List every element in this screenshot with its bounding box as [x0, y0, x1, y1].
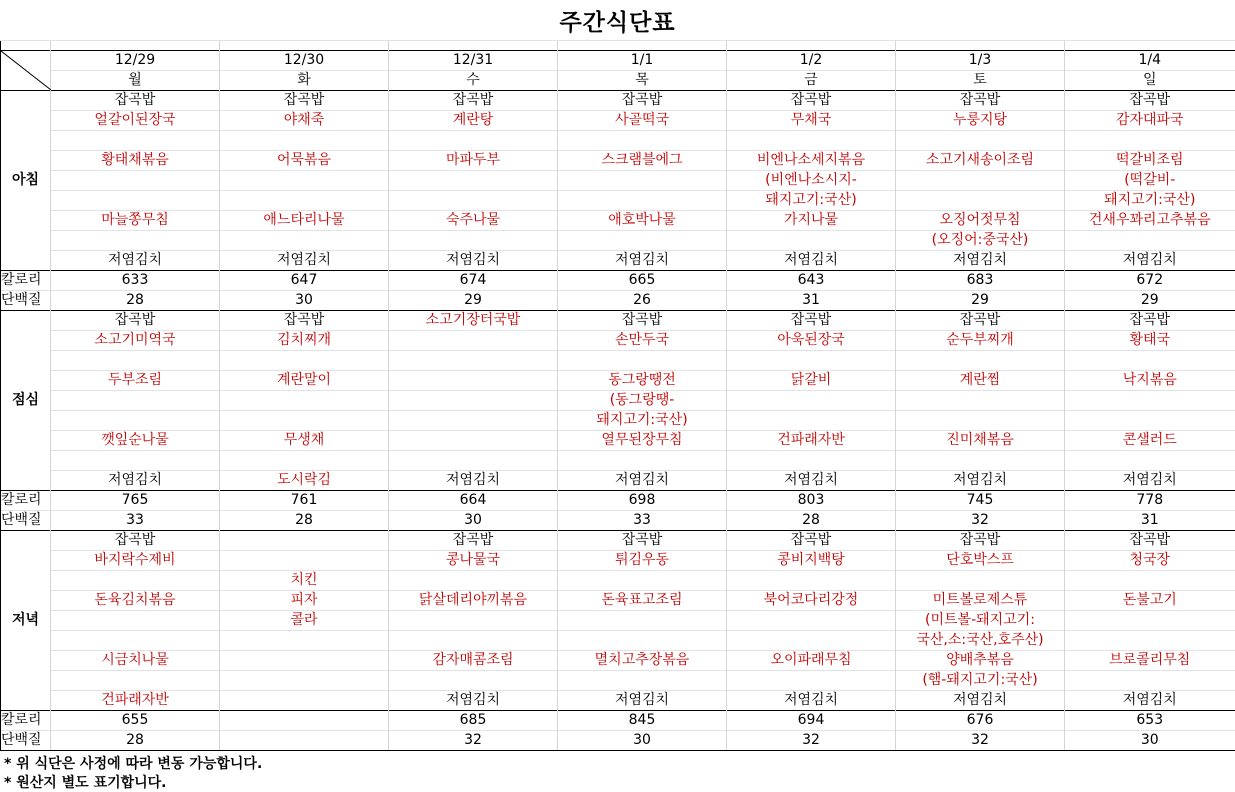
protein-value: 30: [389, 511, 558, 531]
menu-item: 무채국: [727, 111, 896, 131]
menu-item: (오징어:중국산): [896, 231, 1065, 251]
menu-item: 소고기장터국밥: [389, 311, 558, 331]
protein-label: 단백질: [1, 511, 51, 531]
menu-item: 손만두국: [558, 331, 727, 351]
menu-item: 청국장: [1065, 551, 1235, 571]
menu-item: [727, 631, 896, 651]
menu-item: 돼지고기:국산): [727, 191, 896, 211]
menu-item: (떡갈비-: [1065, 171, 1235, 191]
menu-item: [389, 571, 558, 591]
menu-item: 닭갈비: [727, 371, 896, 391]
menu-item: 숙주나물: [389, 211, 558, 231]
menu-item: 잡곡밥: [558, 91, 727, 111]
menu-item: [1065, 131, 1235, 151]
menu-item: 치킨: [220, 571, 389, 591]
menu-item: [727, 391, 896, 411]
menu-item: [727, 411, 896, 431]
menu-item: 저염김치: [389, 471, 558, 491]
weekly-menu-table: [0, 40, 1235, 751]
menu-item: [220, 231, 389, 251]
menu-item: 건새우꽈리고추볶음: [1065, 211, 1235, 231]
menu-item: 계란말이: [220, 371, 389, 391]
protein-value: 29: [1065, 291, 1235, 311]
menu-item: [389, 431, 558, 451]
menu-item: 잡곡밥: [1065, 311, 1235, 331]
menu-item: [558, 171, 727, 191]
menu-item: [389, 611, 558, 631]
menu-item: [727, 671, 896, 691]
date-header: 1/1: [558, 51, 727, 71]
menu-item: 아욱된장국: [727, 331, 896, 351]
weekday-header: 월: [51, 71, 220, 91]
menu-item: 잡곡밥: [896, 91, 1065, 111]
corner-diagonal-cell: [1, 51, 51, 91]
menu-item: [1065, 611, 1235, 631]
menu-item: 저염김치: [389, 691, 558, 711]
menu-item: 잡곡밥: [558, 531, 727, 551]
calorie-value: 803: [727, 491, 896, 511]
menu-item: 바지락수제비: [51, 551, 220, 571]
protein-value: 31: [727, 291, 896, 311]
protein-value: 32: [896, 731, 1065, 751]
menu-item: [51, 351, 220, 371]
calorie-value: [220, 711, 389, 731]
menu-item: 잡곡밥: [51, 531, 220, 551]
menu-item: 잡곡밥: [727, 531, 896, 551]
protein-value: 30: [220, 291, 389, 311]
menu-item: 순두부찌개: [896, 331, 1065, 351]
menu-item: 잡곡밥: [896, 531, 1065, 551]
menu-item: [389, 171, 558, 191]
menu-item: [727, 131, 896, 151]
blank-cell: [1065, 41, 1235, 51]
meal-label: 저녁: [1, 531, 51, 711]
menu-item: 피자: [220, 591, 389, 611]
menu-item: 마늘쫑무침: [51, 211, 220, 231]
menu-item: [896, 191, 1065, 211]
menu-item: [558, 571, 727, 591]
calorie-value: 778: [1065, 491, 1235, 511]
menu-item: [220, 691, 389, 711]
calorie-value: 653: [1065, 711, 1235, 731]
menu-item: 저염김치: [1065, 471, 1235, 491]
menu-item: [220, 551, 389, 571]
blank-cell: [220, 41, 389, 51]
menu-item: 소고기미역국: [51, 331, 220, 351]
menu-item: 저염김치: [727, 251, 896, 271]
menu-item: 소고기새송이조림: [896, 151, 1065, 171]
blank-cell: [1, 41, 51, 51]
menu-item: 저염김치: [896, 471, 1065, 491]
menu-item: 낙지볶음: [1065, 371, 1235, 391]
date-header: 1/2: [727, 51, 896, 71]
menu-item: [389, 411, 558, 431]
menu-item: 저염김치: [1065, 691, 1235, 711]
menu-item: 돈육표고조림: [558, 591, 727, 611]
menu-item: 콘샐러드: [1065, 431, 1235, 451]
calorie-value: 745: [896, 491, 1065, 511]
menu-item: 잡곡밥: [220, 311, 389, 331]
blank-cell: [51, 41, 220, 51]
menu-item: [727, 571, 896, 591]
menu-item: 잡곡밥: [558, 311, 727, 331]
menu-item: [1065, 671, 1235, 691]
weekday-header: 화: [220, 71, 389, 91]
menu-item: (미트볼-돼지고기:: [896, 611, 1065, 631]
menu-item: [558, 351, 727, 371]
menu-item: [558, 131, 727, 151]
menu-item: 계란찜: [896, 371, 1065, 391]
menu-item: 동그랑땡전: [558, 371, 727, 391]
menu-item: 계란탕: [389, 111, 558, 131]
menu-item: 두부조림: [51, 371, 220, 391]
menu-item: 시금치나물: [51, 651, 220, 671]
protein-value: 30: [558, 731, 727, 751]
menu-item: 북어코다리강정: [727, 591, 896, 611]
menu-item: 감자매콤조림: [389, 651, 558, 671]
menu-item: 떡갈비조림: [1065, 151, 1235, 171]
menu-item: 돼지고기:국산): [1065, 191, 1235, 211]
protein-value: 32: [389, 731, 558, 751]
menu-item: 열무된장무침: [558, 431, 727, 451]
menu-item: 비엔나소세지볶음: [727, 151, 896, 171]
menu-item: 얼갈이된장국: [51, 111, 220, 131]
protein-value: 33: [558, 511, 727, 531]
menu-item: [558, 631, 727, 651]
date-header: 1/3: [896, 51, 1065, 71]
menu-item: [389, 391, 558, 411]
menu-item: [51, 231, 220, 251]
blank-cell: [727, 41, 896, 51]
calorie-value: 765: [51, 491, 220, 511]
menu-item: 돼지고기:국산): [558, 411, 727, 431]
menu-item: 잡곡밥: [727, 91, 896, 111]
date-header: 12/31: [389, 51, 558, 71]
menu-item: [389, 631, 558, 651]
protein-value: 29: [896, 291, 1065, 311]
calorie-value: 633: [51, 271, 220, 291]
calorie-value: 698: [558, 491, 727, 511]
menu-item: 저염김치: [896, 251, 1065, 271]
menu-item: [727, 231, 896, 251]
protein-value: 33: [51, 511, 220, 531]
menu-item: 잡곡밥: [51, 91, 220, 111]
menu-item: [220, 531, 389, 551]
date-header: 12/29: [51, 51, 220, 71]
menu-item: 멸치고추장볶음: [558, 651, 727, 671]
menu-item: [220, 651, 389, 671]
menu-item: 잡곡밥: [220, 91, 389, 111]
menu-item: (햄-돼지고기:국산): [896, 671, 1065, 691]
calorie-value: 665: [558, 271, 727, 291]
menu-item: 콜라: [220, 611, 389, 631]
footnote-change-notice: * 위 식단은 사정에 따라 변동 가능합니다.: [4, 756, 263, 772]
menu-item: 애느타리나물: [220, 211, 389, 231]
menu-item: [51, 611, 220, 631]
menu-item: 황태국: [1065, 331, 1235, 351]
calorie-value: 664: [389, 491, 558, 511]
menu-item: [1065, 231, 1235, 251]
menu-item: 저염김치: [558, 691, 727, 711]
weekday-header: 금: [727, 71, 896, 91]
menu-item: [558, 191, 727, 211]
menu-item: 건파래자반: [727, 431, 896, 451]
menu-item: 진미채볶음: [896, 431, 1065, 451]
menu-item: 양배추볶음: [896, 651, 1065, 671]
menu-item: 깻잎순나물: [51, 431, 220, 451]
menu-item: 잡곡밥: [1065, 91, 1235, 111]
menu-item: [896, 351, 1065, 371]
menu-item: [896, 451, 1065, 471]
menu-item: 브로콜리무침: [1065, 651, 1235, 671]
menu-item: [1065, 351, 1235, 371]
menu-item: [896, 171, 1065, 191]
menu-item: [389, 671, 558, 691]
calorie-value: 845: [558, 711, 727, 731]
menu-item: [1065, 411, 1235, 431]
date-header: 12/30: [220, 51, 389, 71]
menu-item: 어묵볶음: [220, 151, 389, 171]
menu-item: 저염김치: [727, 691, 896, 711]
menu-item: [558, 451, 727, 471]
protein-value: 28: [220, 511, 389, 531]
menu-item: [220, 191, 389, 211]
calorie-value: 683: [896, 271, 1065, 291]
menu-item: [220, 631, 389, 651]
menu-item: [1065, 451, 1235, 471]
blank-cell: [389, 41, 558, 51]
menu-item: [1065, 391, 1235, 411]
menu-item: 콩나물국: [389, 551, 558, 571]
date-header: 1/4: [1065, 51, 1235, 71]
menu-item: 야채죽: [220, 111, 389, 131]
menu-item: 사골떡국: [558, 111, 727, 131]
menu-item: 단호박스프: [896, 551, 1065, 571]
menu-item: 저염김치: [389, 251, 558, 271]
menu-item: 콩비지백탕: [727, 551, 896, 571]
menu-item: 돈육김치볶음: [51, 591, 220, 611]
protein-label: 단백질: [1, 291, 51, 311]
menu-item: 튀김우동: [558, 551, 727, 571]
menu-item: [220, 171, 389, 191]
protein-label: 단백질: [1, 731, 51, 751]
menu-item: [51, 171, 220, 191]
menu-item: [220, 451, 389, 471]
meal-label: 아침: [1, 91, 51, 271]
menu-item: 건파래자반: [51, 691, 220, 711]
menu-item: 저염김치: [1065, 251, 1235, 271]
menu-item: 감자대파국: [1065, 111, 1235, 131]
calorie-value: 694: [727, 711, 896, 731]
page-title: 주간식단표: [559, 9, 676, 36]
protein-value: 26: [558, 291, 727, 311]
menu-item: [220, 671, 389, 691]
calorie-value: 674: [389, 271, 558, 291]
protein-value: 28: [51, 291, 220, 311]
menu-item: (동그랑땡-: [558, 391, 727, 411]
menu-item: 저염김치: [558, 471, 727, 491]
menu-item: [51, 391, 220, 411]
menu-item: [896, 411, 1065, 431]
menu-item: [896, 391, 1065, 411]
menu-item: [389, 331, 558, 351]
menu-item: 잡곡밥: [727, 311, 896, 331]
menu-item: 무생채: [220, 431, 389, 451]
menu-item: [51, 411, 220, 431]
calorie-value: 676: [896, 711, 1065, 731]
menu-item: 잡곡밥: [896, 311, 1065, 331]
calorie-label: 칼로리: [1, 271, 51, 291]
weekday-header: 토: [896, 71, 1065, 91]
menu-item: [51, 631, 220, 651]
calorie-label: 칼로리: [1, 711, 51, 731]
menu-item: [389, 451, 558, 471]
menu-item: [727, 451, 896, 471]
menu-item: [51, 191, 220, 211]
protein-value: [220, 731, 389, 751]
menu-item: 누룽지탕: [896, 111, 1065, 131]
menu-item: [389, 351, 558, 371]
protein-value: 29: [389, 291, 558, 311]
menu-item: [220, 131, 389, 151]
blank-cell: [896, 41, 1065, 51]
menu-item: [727, 351, 896, 371]
menu-item: [51, 131, 220, 151]
protein-value: 28: [727, 511, 896, 531]
diagonal-line: [1, 51, 51, 90]
menu-item: 저염김치: [558, 251, 727, 271]
menu-item: 김치찌개: [220, 331, 389, 351]
menu-item: 미트볼로제스튜: [896, 591, 1065, 611]
menu-item: 닭살데리야끼볶음: [389, 591, 558, 611]
meal-label: 점심: [1, 311, 51, 491]
weekday-header: 일: [1065, 71, 1235, 91]
menu-item: 잡곡밥: [1065, 531, 1235, 551]
menu-item: 국산,소:국산,호주산): [896, 631, 1065, 651]
menu-item: 오징어젓무침: [896, 211, 1065, 231]
calorie-value: 655: [51, 711, 220, 731]
menu-item: 잡곡밥: [389, 531, 558, 551]
menu-item: 마파두부: [389, 151, 558, 171]
menu-item: [558, 611, 727, 631]
menu-item: 저염김치: [727, 471, 896, 491]
menu-item: [220, 351, 389, 371]
menu-item: 저염김치: [896, 691, 1065, 711]
protein-value: 31: [1065, 511, 1235, 531]
footnote-origin-notice: * 원산지 별도 표기합니다.: [4, 775, 167, 791]
menu-item: 저염김치: [51, 471, 220, 491]
calorie-value: 643: [727, 271, 896, 291]
menu-item: 도시락김: [220, 471, 389, 491]
menu-item: 애호박나물: [558, 211, 727, 231]
menu-item: [389, 131, 558, 151]
menu-item: [51, 671, 220, 691]
weekday-header: 수: [389, 71, 558, 91]
protein-value: 32: [727, 731, 896, 751]
menu-item: [389, 231, 558, 251]
menu-item: [558, 671, 727, 691]
protein-value: 30: [1065, 731, 1235, 751]
protein-value: 28: [51, 731, 220, 751]
menu-item: [389, 371, 558, 391]
menu-item: 돈불고기: [1065, 591, 1235, 611]
menu-item: [220, 411, 389, 431]
blank-cell: [558, 41, 727, 51]
menu-item: [727, 611, 896, 631]
calorie-value: 647: [220, 271, 389, 291]
menu-item: [558, 231, 727, 251]
menu-item: 저염김치: [220, 251, 389, 271]
menu-item: [51, 451, 220, 471]
menu-item: [896, 571, 1065, 591]
weekday-header: 목: [558, 71, 727, 91]
menu-item: 가지나물: [727, 211, 896, 231]
menu-item: 저염김치: [51, 251, 220, 271]
menu-item: [220, 391, 389, 411]
menu-item: [1065, 631, 1235, 651]
calorie-label: 칼로리: [1, 491, 51, 511]
menu-item: [896, 131, 1065, 151]
calorie-value: 672: [1065, 271, 1235, 291]
menu-item: 잡곡밥: [51, 311, 220, 331]
menu-item: [389, 191, 558, 211]
menu-item: [51, 571, 220, 591]
menu-item: 스크램블에그: [558, 151, 727, 171]
calorie-value: 685: [389, 711, 558, 731]
protein-value: 32: [896, 511, 1065, 531]
menu-item: 황태채볶음: [51, 151, 220, 171]
calorie-value: 761: [220, 491, 389, 511]
menu-item: 잡곡밥: [389, 91, 558, 111]
menu-item: 오이파래무침: [727, 651, 896, 671]
menu-item: [1065, 571, 1235, 591]
menu-item: (비엔나소시지-: [727, 171, 896, 191]
